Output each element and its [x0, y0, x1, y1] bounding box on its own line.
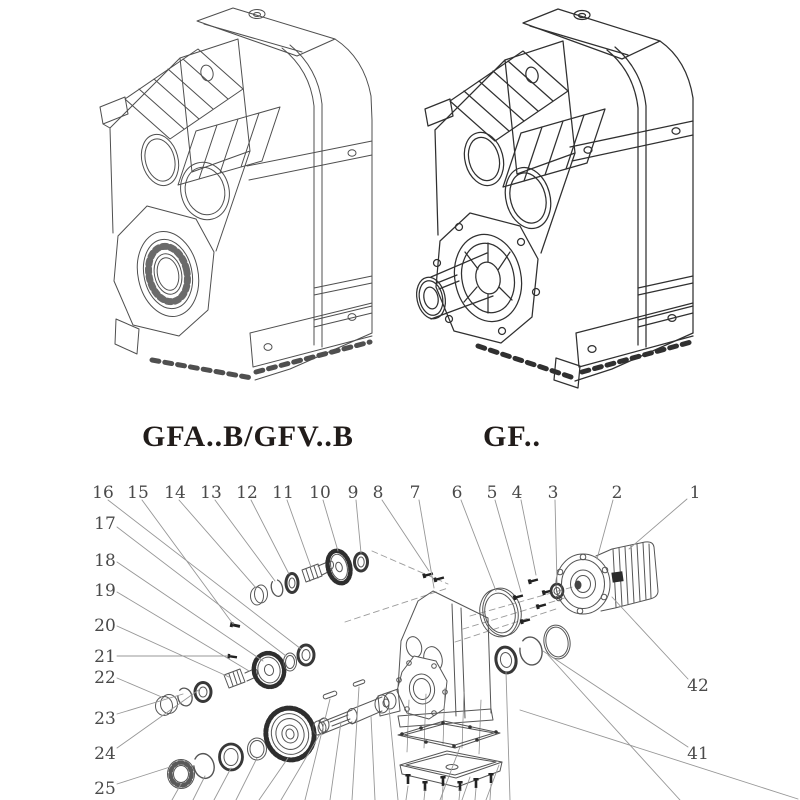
housing-channel — [452, 604, 465, 718]
output-shaft-chamfer — [416, 278, 446, 317]
callout-17-label: 17 — [94, 514, 116, 534]
assembly-axis-dashed-lines — [345, 551, 576, 642]
leader-line-16 — [548, 655, 680, 800]
output-gear — [260, 703, 320, 766]
washer-large — [248, 738, 267, 760]
callout-8-label: 8 — [372, 483, 384, 503]
callout-11-line — [287, 500, 311, 567]
adapter-gasket-ring — [475, 585, 525, 641]
callout-41-label: 41 — [687, 744, 709, 764]
leader-line-13 — [462, 777, 470, 800]
circlip — [518, 635, 545, 666]
chamfer-outer — [335, 39, 372, 333]
leader-line-23 — [490, 784, 491, 800]
retaining-ring — [269, 578, 284, 597]
leader-line-19 — [424, 790, 425, 800]
leader-line-18 — [406, 786, 408, 800]
callout-14-label: 14 — [164, 483, 186, 503]
shaft-key-1 — [323, 691, 338, 700]
callout-8-line — [382, 500, 429, 571]
leader-line-22 — [475, 788, 476, 800]
feet-teeth-right — [582, 342, 691, 372]
callout-3-label: 3 — [547, 483, 559, 503]
chamfer-band-2 — [615, 47, 646, 347]
leader-line-3 — [214, 768, 231, 800]
callout-3-line — [555, 500, 557, 583]
callout-12-label: 12 — [236, 483, 258, 503]
left-shoulder — [425, 99, 453, 126]
output-bearing — [494, 645, 518, 674]
flange-hole-1 — [588, 346, 596, 353]
right-figure-label: GF.. — [483, 420, 541, 453]
callout-24-line — [117, 689, 200, 748]
callout-10-line — [323, 500, 338, 551]
callout-23-line — [117, 694, 183, 714]
strap-hole-1 — [672, 128, 680, 134]
gearbox-left-drawing — [100, 8, 372, 380]
input-gear — [324, 548, 354, 586]
leader-line-15 — [506, 672, 510, 800]
feet-teeth-right — [256, 342, 370, 372]
fins-mid — [199, 113, 259, 179]
strap-upper — [247, 141, 372, 180]
oil-seal — [220, 744, 243, 770]
callout-6-label: 6 — [451, 483, 463, 503]
callout-18-label: 18 — [94, 551, 116, 571]
callout-1-line — [629, 499, 687, 549]
callout-9-line — [356, 500, 361, 553]
callout-19-line — [117, 592, 249, 671]
bearing-left — [195, 683, 211, 702]
web-hub — [473, 260, 503, 296]
callout-11-label: 11 — [272, 483, 294, 503]
leader-line-11 — [389, 708, 398, 800]
flange-hole-1 — [264, 344, 272, 351]
leader-line-14 — [486, 765, 499, 800]
bore-lower-inner — [504, 169, 551, 227]
left-figure-label: GFA..B/GFV..B — [142, 420, 354, 453]
callout-42-line — [612, 597, 688, 679]
callout-22-label: 22 — [94, 668, 116, 688]
callout-20-line — [117, 626, 229, 677]
callout-4-label: 4 — [511, 483, 523, 503]
strap-mid — [314, 276, 372, 295]
callout-10-label: 10 — [309, 483, 331, 503]
callout-14-line — [179, 500, 256, 588]
chamfer-band-1 — [282, 48, 314, 345]
callout-4-line — [521, 500, 536, 575]
base-gasket-inner — [404, 724, 494, 745]
callout-19-label: 19 — [94, 581, 116, 601]
callout-16-label: 16 — [92, 483, 114, 503]
callout-25-label: 25 — [94, 779, 116, 799]
leader-line-8 — [330, 722, 341, 800]
strap-low — [314, 306, 372, 327]
bearing-small-2 — [355, 553, 368, 571]
bearing-small — [286, 574, 298, 593]
exploded-view — [92, 483, 798, 800]
callout-42-label: 42 — [687, 676, 709, 696]
feet-teeth-front — [152, 360, 252, 378]
callout-12-line — [251, 500, 289, 574]
intermediate-shaft-assembly — [156, 622, 315, 716]
leader-line-5 — [259, 758, 288, 800]
front-octagon-face — [114, 206, 214, 336]
callout-24-label: 24 — [94, 744, 116, 764]
cover-bolt-2 — [433, 575, 444, 582]
snap-ring — [191, 751, 217, 780]
leader-line-6 — [281, 734, 320, 800]
roof-face — [197, 8, 335, 56]
callout-23-label: 23 — [94, 709, 116, 729]
callout-13-label: 13 — [200, 483, 222, 503]
callout-18-line — [117, 562, 263, 661]
feet-teeth-front — [478, 346, 574, 378]
leader-line-9 — [352, 687, 359, 800]
front-octagon-face — [436, 213, 538, 343]
motor-flange — [556, 554, 610, 614]
output-shaft-assembly — [168, 679, 397, 788]
leader-line-2 — [193, 776, 205, 800]
callout-6-line — [461, 500, 496, 591]
housing-bore-a — [404, 635, 424, 659]
bore-lower-inner — [180, 163, 230, 219]
bore-upper-inner — [140, 135, 179, 184]
terminal-box — [611, 571, 623, 582]
leader-line-20 — [442, 786, 443, 800]
center-panel — [505, 41, 575, 174]
gearbox-right-drawing — [413, 9, 693, 388]
motor-assembly — [475, 542, 658, 675]
leader-line-10 — [371, 716, 375, 800]
callout-2-label: 2 — [611, 483, 623, 503]
callout-41-line — [543, 651, 688, 747]
gear-housing-sketch — [378, 591, 493, 727]
center-panel — [180, 39, 250, 172]
roof-edge-line — [530, 26, 628, 55]
shaft-key-2 — [353, 679, 366, 686]
face-bolt-holes — [434, 224, 540, 335]
left-edges — [110, 58, 180, 233]
callout-5-label: 5 — [486, 483, 498, 503]
vent-plug — [230, 622, 241, 629]
panel-hole — [199, 64, 215, 83]
callout-21-label: 21 — [94, 647, 116, 667]
callout-1-label: 1 — [689, 483, 701, 503]
panel-hole — [524, 66, 540, 85]
callout-9-label: 9 — [347, 483, 359, 503]
leader-line-21 — [459, 790, 460, 800]
callout-22-line — [117, 678, 164, 698]
callout-7-label: 7 — [409, 483, 421, 503]
leader-line-17 — [520, 710, 798, 799]
input-shaft-assembly — [251, 548, 445, 605]
strap-hole — [348, 150, 356, 156]
callout-17-line — [117, 527, 286, 656]
face-right-edge — [216, 151, 250, 251]
callout-15-label: 15 — [127, 483, 149, 503]
bearing-balls — [144, 243, 193, 306]
roof-face — [523, 9, 660, 59]
callout-16-line — [108, 500, 301, 649]
bore-upper-inner — [464, 134, 504, 184]
roof-edge-line — [204, 24, 302, 52]
end-cap — [251, 585, 268, 605]
strap-upper — [570, 121, 693, 161]
callout-20-label: 20 — [94, 616, 116, 636]
chamfer-band-1 — [607, 50, 638, 345]
callout-25-line — [117, 767, 170, 784]
callout-5-line — [495, 500, 521, 592]
foot-left — [115, 319, 139, 354]
chamfer-band-2 — [290, 45, 322, 347]
bearing-seal-set — [494, 623, 573, 675]
callout-13-line — [215, 500, 275, 581]
